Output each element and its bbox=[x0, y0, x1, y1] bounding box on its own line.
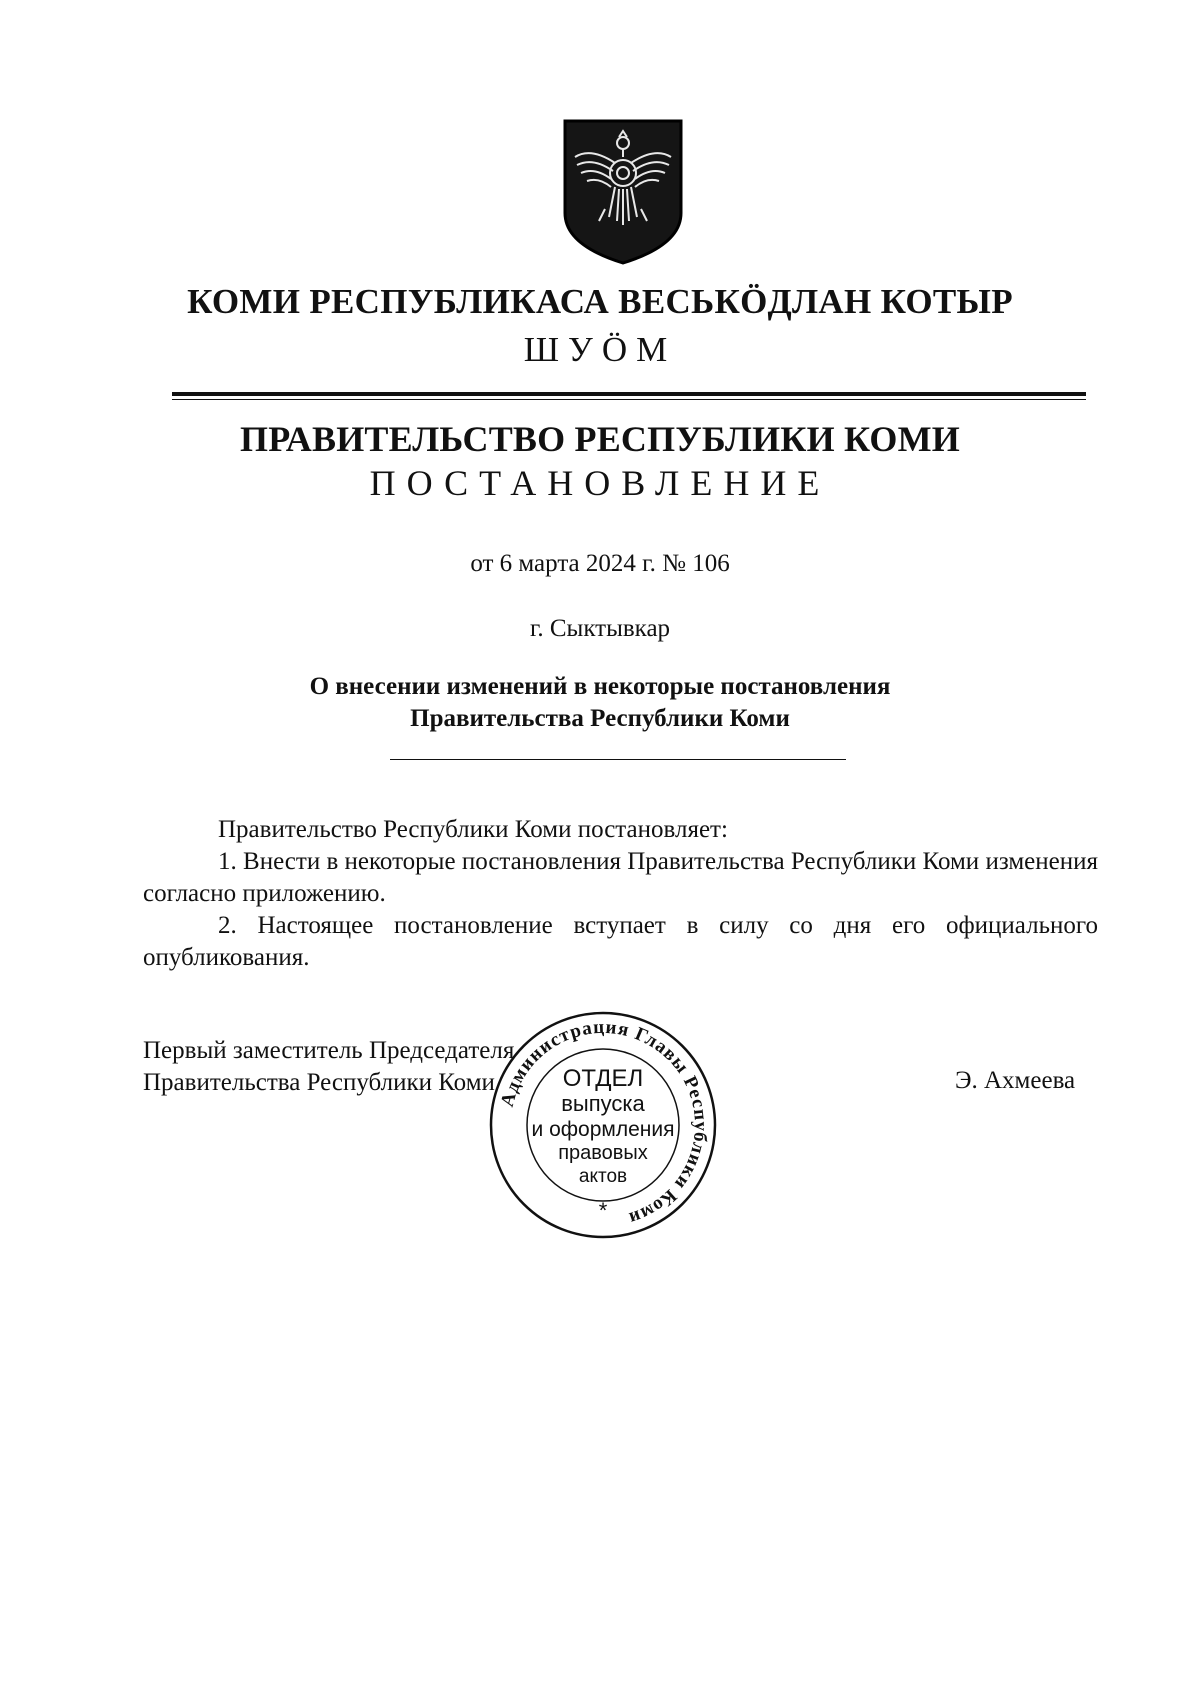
date-and-number: от 6 марта 2024 г. № 106 bbox=[470, 550, 730, 577]
stamp-line-3: и оформления bbox=[531, 1118, 675, 1141]
subject-line-2: Правительства Республики Коми bbox=[410, 705, 790, 732]
clause-1: 1. Внести в некоторые постановления Правительства Республики Коми изменения согласно приложению. bbox=[143, 848, 1098, 907]
stamp-line-5: актов bbox=[578, 1166, 628, 1187]
subject-underline bbox=[390, 759, 846, 760]
header-divider-thin bbox=[172, 399, 1086, 400]
komi-doc-type: ШУÖМ bbox=[523, 330, 677, 369]
stamp-ring-text: Администрация Главы Республики Коми bbox=[496, 1016, 712, 1230]
signatory-name: Э. Ахмеева bbox=[955, 1067, 1076, 1094]
komi-coat-of-arms-icon bbox=[561, 117, 685, 265]
stamp-line-1: ОТДЕЛ bbox=[562, 1065, 644, 1092]
subject-line-1: О внесении изменений в некоторые постановления bbox=[309, 673, 891, 700]
document-type: ПОСТАНОВЛЕНИЕ bbox=[369, 463, 831, 503]
komi-org-title: КОМИ РЕСПУБЛИКАСА ВЕСЬКÖДЛАН КОТЫР bbox=[187, 282, 1013, 321]
stamp-line-2: выпуска bbox=[561, 1091, 645, 1116]
stamp-line-4: правовых bbox=[558, 1142, 648, 1164]
stamp-star-icon: * bbox=[598, 1198, 608, 1223]
header-divider-thick bbox=[172, 392, 1086, 396]
signatory-position-line-1: Первый заместитель Председателя bbox=[143, 1037, 515, 1064]
signatory-position-line-2: Правительства Республики Коми bbox=[143, 1069, 495, 1096]
city: г. Сыктывкар bbox=[529, 615, 671, 642]
signatory-position bbox=[143, 1035, 514, 1099]
official-stamp bbox=[488, 1010, 718, 1240]
government-title: ПРАВИТЕЛЬСТВО РЕСПУБЛИКИ КОМИ bbox=[240, 419, 960, 459]
preamble: Правительство Республики Коми постановляет: bbox=[218, 816, 728, 843]
clause-2: 2. Настоящее постановление вступает в силу со дня его официального опубликования. bbox=[143, 912, 1098, 971]
